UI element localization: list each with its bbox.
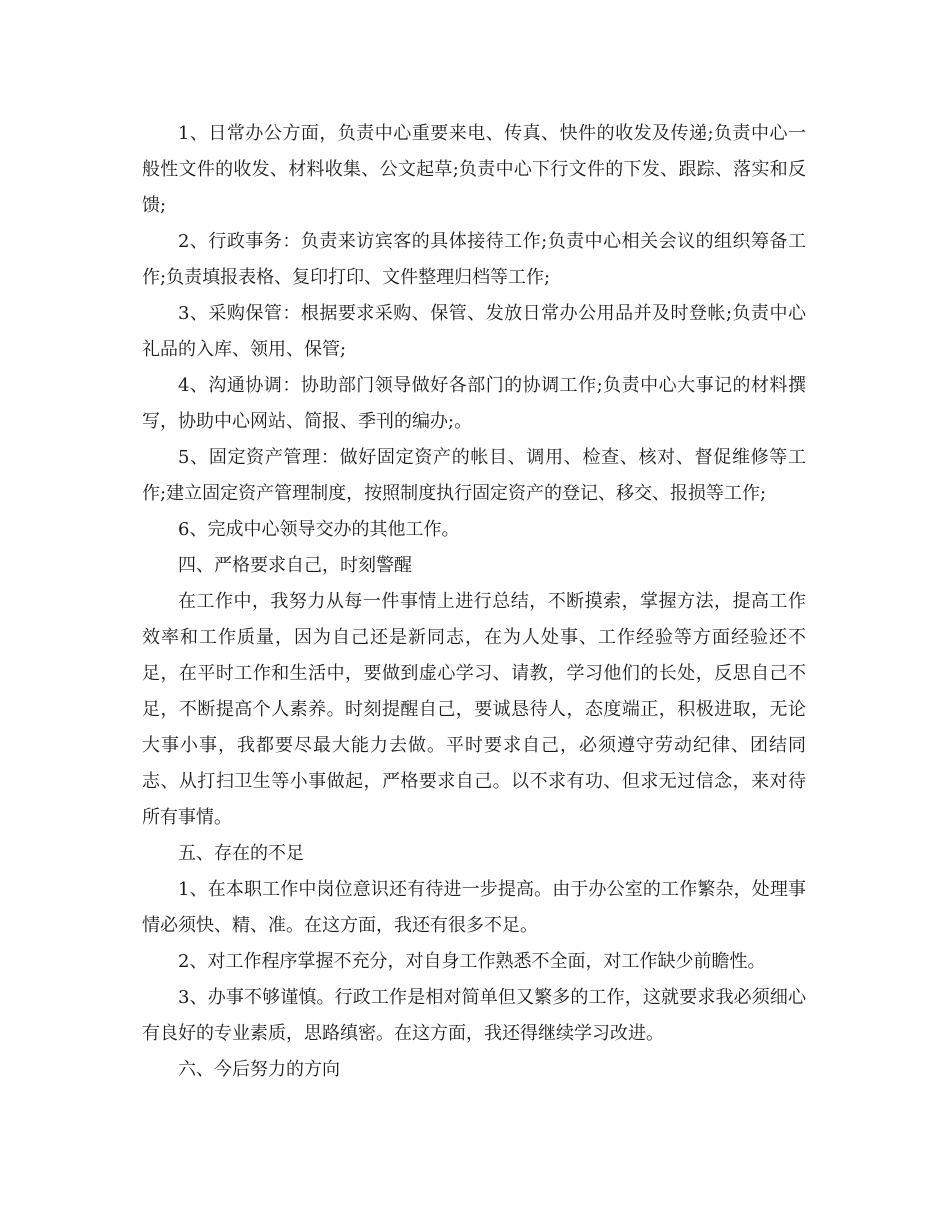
paragraph-fixed-assets: 5、固定资产管理：做好固定资产的帐目、调用、检查、核对、督促维修等工作;建立固定资产管理制度，按照制度执行固定资产的登记、移交、报损等工作; — [142, 447, 806, 504]
paragraph-shortcoming-2: 2、对工作程序掌握不充分，对自身工作熟悉不全面，对工作缺少前瞻性。 — [178, 951, 766, 972]
document-body — [142, 116, 806, 1088]
section-heading-5: 五、存在的不足 — [178, 843, 304, 864]
paragraph-coordination: 4、沟通协调：协助部门领导做好各部门的协调工作;负责中心大事记的材料撰写，协助中心网站、简报、季刊的编办;。 — [142, 375, 806, 432]
section-heading-6: 六、今后努力的方向 — [178, 1059, 340, 1080]
paragraph-procurement: 3、采购保管：根据要求采购、保管、发放日常办公用品并及时登帐;负责中心礼品的入库、领用、保管; — [142, 303, 806, 360]
paragraph-shortcoming-3: 3、办事不够谨慎。行政工作是相对简单但又繁多的工作，这就要求我必须细心有良好的专业素质，思路缜密。在这方面，我还得继续学习改进。 — [142, 987, 806, 1044]
section-heading-4: 四、严格要求自己，时刻警醒 — [178, 555, 412, 576]
paragraph-admin-affairs: 2、行政事务：负责来访宾客的具体接待工作;负责中心相关会议的组织筹备工作;负责填报表格、复印打印、文件整理归档等工作; — [142, 231, 806, 288]
paragraph-daily-office: 1、日常办公方面，负责中心重要来电、传真、快件的收发及传递;负责中心一般性文件的收发、材料收集、公文起草;负责中心下行文件的下发、跟踪、落实和反馈; — [142, 123, 806, 216]
paragraph-other-tasks: 6、完成中心领导交办的其他工作。 — [178, 519, 460, 540]
paragraph-shortcoming-1: 1、在本职工作中岗位意识还有待进一步提高。由于办公室的工作繁杂，处理事情必须快、精、准。在这方面，我还有很多不足。 — [142, 879, 806, 936]
paragraph-self-discipline: 在工作中，我努力从每一件事情上进行总结，不断摸索，掌握方法，提高工作效率和工作质量，因为自己还是新同志，在为人处事、工作经验等方面经验还不足，在平时工作和生活中，要做到虚心学习、请教，学习他们的长处，反思自己不足，不断提高个人素养。时刻提醒自己，要诚恳待人，态度端正，积极进取，无论大事小事，我都要尽最大能力去做。平时要求自己，必须遵守劳动纪律、团结同志、从打扫卫生等小事做起，严格要求自己。以不求有功、但求无过信念，来对待所有事情。 — [142, 591, 806, 828]
